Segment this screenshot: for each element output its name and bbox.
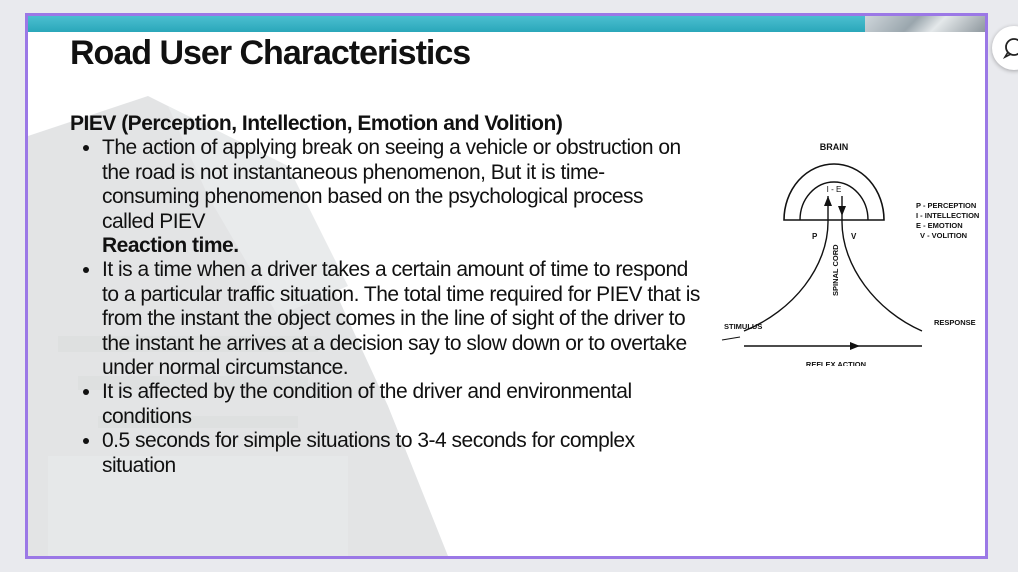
stimulus-label: STIMULUS: [724, 322, 763, 331]
bullet-list: [70, 136, 700, 478]
legend-i: I - INTELLECTION: [916, 211, 979, 220]
list-item: [102, 136, 700, 258]
corner-photo: [865, 16, 985, 32]
slide-content: [70, 112, 700, 478]
stimulus-tick: [722, 337, 740, 340]
slide-top-bar: [28, 16, 985, 32]
ie-label: I - E: [826, 185, 842, 194]
bullet-text: The action of applying break on seeing a vehicle or obstruction on the road is not instantaneous phenomenon, But it is time-consuming phenomenon based on the psychological process called PIEV: [102, 136, 681, 233]
spinal-cord-label: SPINAL CORD: [831, 244, 840, 296]
perception-path: [744, 196, 828, 331]
list-item: • 0.5 seconds for simple situations to 3-4 seconds for complex situation: [102, 429, 700, 478]
list-item: • It is a time when a driver takes a certain amount of time to respond to a particular traffic situation. The total time required for PIEV that is from the instant the object comes in the line of sight of the driver to the instant he arrives at a decision say to slow down or to overtake under normal circumstance.: [102, 258, 700, 380]
reaction-time-heading: Reaction time.: [102, 234, 239, 258]
slide-title: Road User Characteristics: [70, 34, 471, 72]
legend-e: E - EMOTION: [916, 221, 963, 230]
up-arrow: [824, 196, 832, 206]
v-label: V: [851, 232, 857, 241]
brain-label: BRAIN: [819, 142, 849, 152]
reflex-action-label: REFLEX ACTION: [805, 360, 867, 366]
legend-v: V - VOLITION: [920, 231, 968, 240]
reflex-arrow: [850, 342, 860, 350]
slide: [25, 13, 988, 559]
list-item: • It is affected by the condition of the driver and environmental conditions: [102, 380, 700, 429]
piev-heading: PIEV (Perception, Intellection, Emotion and Volition): [70, 112, 563, 135]
down-arrow: [838, 206, 846, 216]
response-label: RESPONSE: [934, 318, 976, 327]
p-label: P: [812, 232, 818, 241]
comment-icon: [992, 26, 1018, 70]
comment-button[interactable]: [992, 26, 1018, 70]
legend-p: P - PERCEPTION: [916, 201, 977, 210]
volition-path: [842, 196, 922, 331]
piev-diagram: [694, 136, 979, 366]
